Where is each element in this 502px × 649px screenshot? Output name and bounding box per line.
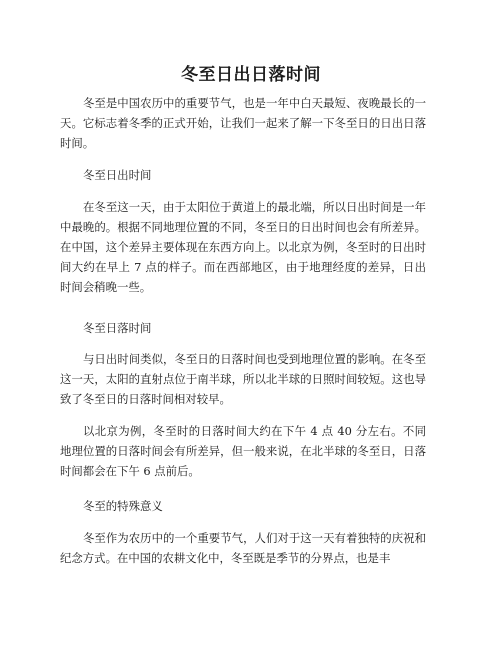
sunset-paragraph-1: 与日出时间类似，冬至日的日落时间也受到地理位置的影响。在冬至这一天，太阳的直射点位于南半球，所以北半球的日照时间较短。这也导致了冬至日的日落时间相对较早。 xyxy=(60,352,426,406)
page-title: 冬至日出日落时间 xyxy=(181,65,321,85)
section-heading-sunset: 冬至日落时间 xyxy=(83,321,152,335)
section-heading-sunrise: 冬至日出时间 xyxy=(83,168,152,182)
sunset-paragraph-2: 以北京为例，冬至时的日落时间大约在下午 4 点 40 分左右。不同地理位置的日落时间会有所差异，但一般来说，在北半球的冬至日，日落时间都会在下午 6 点前后。 xyxy=(60,424,426,478)
meaning-paragraph: 冬至作为农历中的一个重要节气，人们对于这一天有着独特的庆祝和纪念方式。在中国的农耕文化中，冬至既是季节的分界点，也是丰 xyxy=(60,531,426,565)
intro-paragraph: 冬至是中国农历中的重要节气，也是一年中白天最短、夜晚最长的一天。它标志着冬季的正式开始，让我们一起来了解一下冬至日的日出日落时间。 xyxy=(60,96,426,150)
section-heading-meaning: 冬至的特殊意义 xyxy=(83,499,163,513)
sunrise-paragraph: 在冬至这一天，由于太阳位于黄道上的最北端，所以日出时间是一年中最晚的。根据不同地理位置的不同，冬至日的日出时间也会有所差异。在中国，这个差异主要体现在东西方向上。以北京为例，冬至时的日出时间大约在早上 7 点的样子。而在西部地区，由于地理经度的差异，日出时间会稍晚一些。 xyxy=(60,200,426,294)
